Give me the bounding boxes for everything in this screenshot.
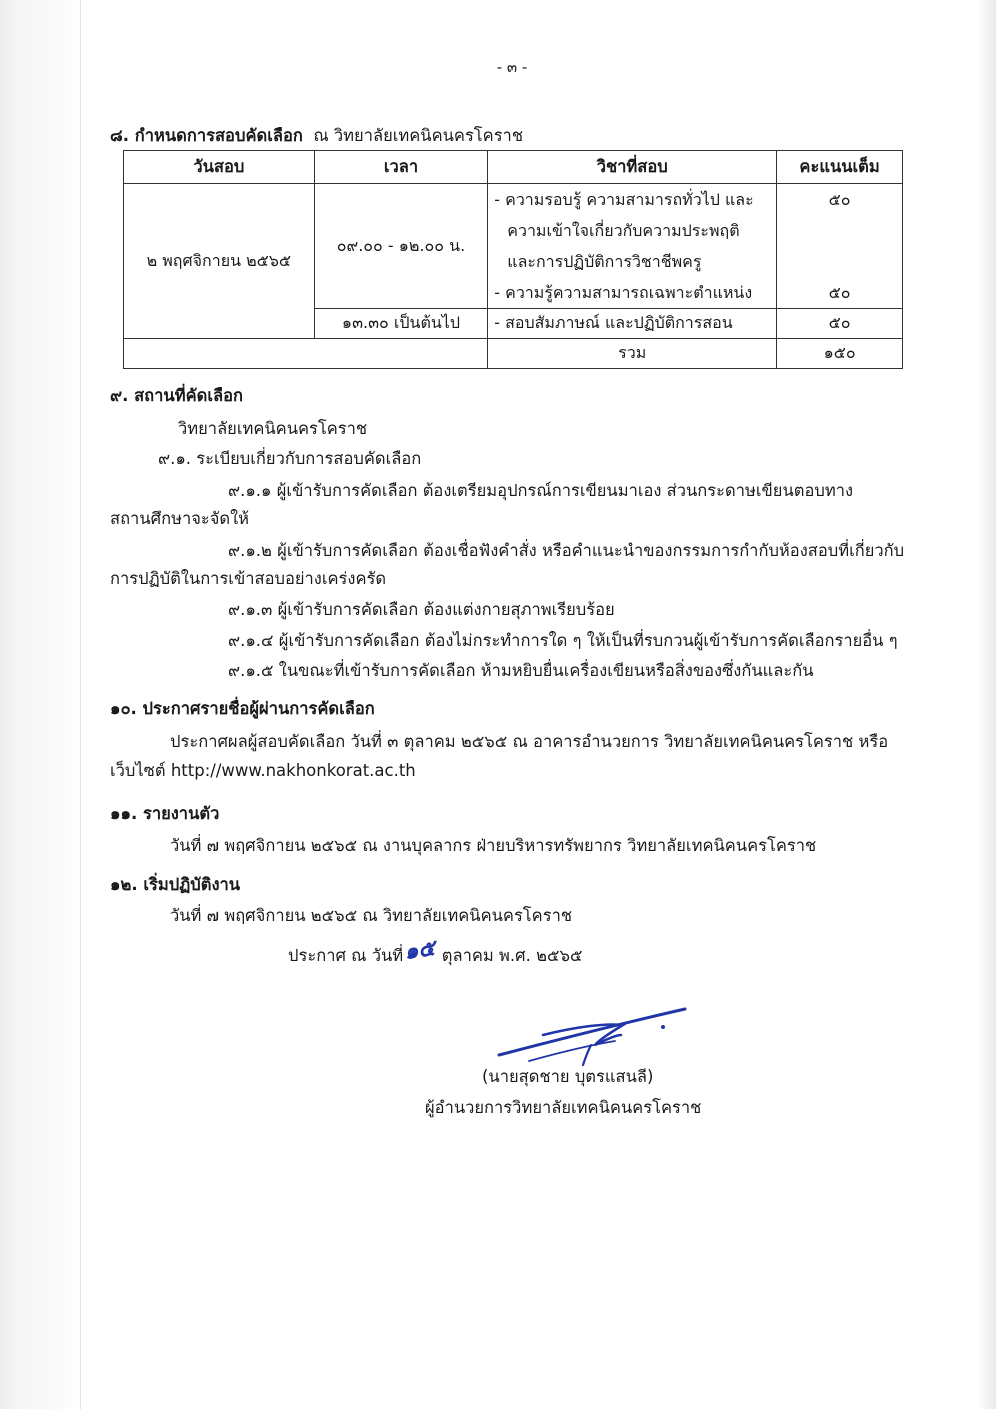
rule-9-1-4: ๙.๑.๔ ผู้เข้ารับการคัดเลือก ต้องไม่กระทำการใด ๆ ให้เป็นที่รบกวนผู้เข้ารับการคัดเลือกรายอื่น ๆ <box>228 631 898 650</box>
rule-9-1-2-line-1: ๙.๑.๒ ผู้เข้ารับการคัดเลือก ต้องเชื่อฟังคำสั่ง หรือคำแนะนำของกรรมการกำกับห้องสอบที่เกี่ยวกับ <box>228 541 905 560</box>
announcement-date-line <box>288 936 583 967</box>
total-empty-cell <box>124 339 488 369</box>
header-subject: วิชาที่สอบ <box>488 151 777 184</box>
subject-cell-interview: - สอบสัมภาษณ์ และปฏิบัติการสอน <box>488 309 777 339</box>
section-9-place: วิทยาลัยเทคนิคนครโคราช <box>178 419 368 438</box>
score-value: ๕๐ <box>828 190 851 209</box>
subject-line: - ความรู้ความสามารถเฉพาะตำแหน่ง <box>494 283 753 302</box>
signer-name: (นายสุดชาย บุตรแสนลี) <box>482 1067 654 1086</box>
section-9-1-heading: ๙.๑. ระเบียบเกี่ยวกับการสอบคัดเลือก <box>158 449 422 468</box>
section-11-line: วันที่ ๗ พฤศจิกายน ๒๕๖๕ ณ งานบุคลากร ฝ่ายบริหารทรัพยากร วิทยาลัยเทคนิคนครโคราช <box>170 836 817 855</box>
page-edge-line <box>80 0 81 1409</box>
header-full-score: คะแนนเต็ม <box>777 151 903 184</box>
exam-schedule-table <box>123 150 903 369</box>
subject-line: และการปฏิบัติการวิชาชีพครู <box>507 252 702 271</box>
header-exam-date: วันสอบ <box>124 151 315 184</box>
score-value: ๕๐ <box>828 283 851 302</box>
header-time: เวลา <box>314 151 488 184</box>
section-11-heading: ๑๑. รายงานตัว <box>110 804 220 823</box>
table-row <box>124 184 903 309</box>
total-label: รวม <box>488 339 777 369</box>
announcement-suffix: ตุลาคม พ.ศ. ๒๕๖๕ <box>441 946 583 965</box>
table-header-row <box>124 151 903 184</box>
rule-9-1-1-line-1: ๙.๑.๑ ผู้เข้ารับการคัดเลือก ต้องเตรียมอุปกรณ์การเขียนมาเอง ส่วนกระดาษเขียนตอบทาง <box>228 481 854 500</box>
rule-9-1-5: ๙.๑.๕ ในขณะที่เข้ารับการคัดเลือก ห้ามหยิบยื่นเครื่องเขียนหรือสิ่งของซึ่งกันและกัน <box>228 661 814 680</box>
page-number: - ๓ - <box>496 58 528 76</box>
score-cell-written <box>777 184 903 309</box>
scan-right-shadow <box>978 0 996 1409</box>
section-8-heading: ๘. กำหนดการสอบคัดเลือก <box>110 126 303 145</box>
table-total-row <box>124 339 903 369</box>
score-cell-interview: ๕๐ <box>777 309 903 339</box>
announcement-prefix: ประกาศ ณ วันที่ <box>288 946 404 965</box>
signer-position: ผู้อำนวยการวิทยาลัยเทคนิคนครโคราช <box>425 1098 702 1117</box>
handwritten-day: ๑๕ <box>402 936 437 966</box>
rule-9-1-1-line-2: สถานศึกษาจะจัดให้ <box>110 509 250 528</box>
rule-9-1-3: ๙.๑.๓ ผู้เข้ารับการคัดเลือก ต้องแต่งกายสุภาพเรียบร้อย <box>228 600 615 619</box>
score-spacer <box>783 215 896 246</box>
exam-date-cell: ๒ พฤศจิกายน ๒๕๖๕ <box>124 184 315 339</box>
subject-line: ความเข้าใจเกี่ยวกับความประพฤติ <box>507 221 740 240</box>
section-10-heading: ๑๐. ประกาศรายชื่อผู้ผ่านการคัดเลือก <box>110 699 375 718</box>
scan-left-shadow <box>0 0 82 1409</box>
score-spacer <box>783 246 896 277</box>
section-12-line: วันที่ ๗ พฤศจิกายน ๒๕๖๕ ณ วิทยาลัยเทคนิคนครโคราช <box>170 906 573 925</box>
time-cell-afternoon: ๑๓.๓๐ เป็นต้นไป <box>314 309 488 339</box>
section-8-heading-line <box>110 125 523 147</box>
total-score: ๑๕๐ <box>777 339 903 369</box>
subject-cell-written <box>488 184 777 309</box>
time-cell-morning: ๐๙.๐๐ - ๑๒.๐๐ น. <box>314 184 488 309</box>
subject-line: - ความรอบรู้ ความสามารถทั่วไป และ <box>494 190 754 209</box>
section-10-line-1: ประกาศผลผู้สอบคัดเลือก วันที่ ๓ ตุลาคม ๒๕๖๕ ณ อาคารอำนวยการ วิทยาลัยเทคนิคนครโคราช หรือ <box>170 732 889 751</box>
rule-9-1-2-line-2: การปฏิบัติในการเข้าสอบอย่างเคร่งครัด <box>110 569 387 588</box>
section-8-location: ณ วิทยาลัยเทคนิคนครโคราช <box>313 126 524 145</box>
section-12-heading: ๑๒. เริ่มปฏิบัติงาน <box>110 875 241 894</box>
signature-scribble-icon <box>495 1005 695 1067</box>
section-9-heading: ๙. สถานที่คัดเลือก <box>110 386 243 405</box>
section-10-line-2: เว็บไซต์ http://www.nakhonkorat.ac.th <box>110 761 416 780</box>
